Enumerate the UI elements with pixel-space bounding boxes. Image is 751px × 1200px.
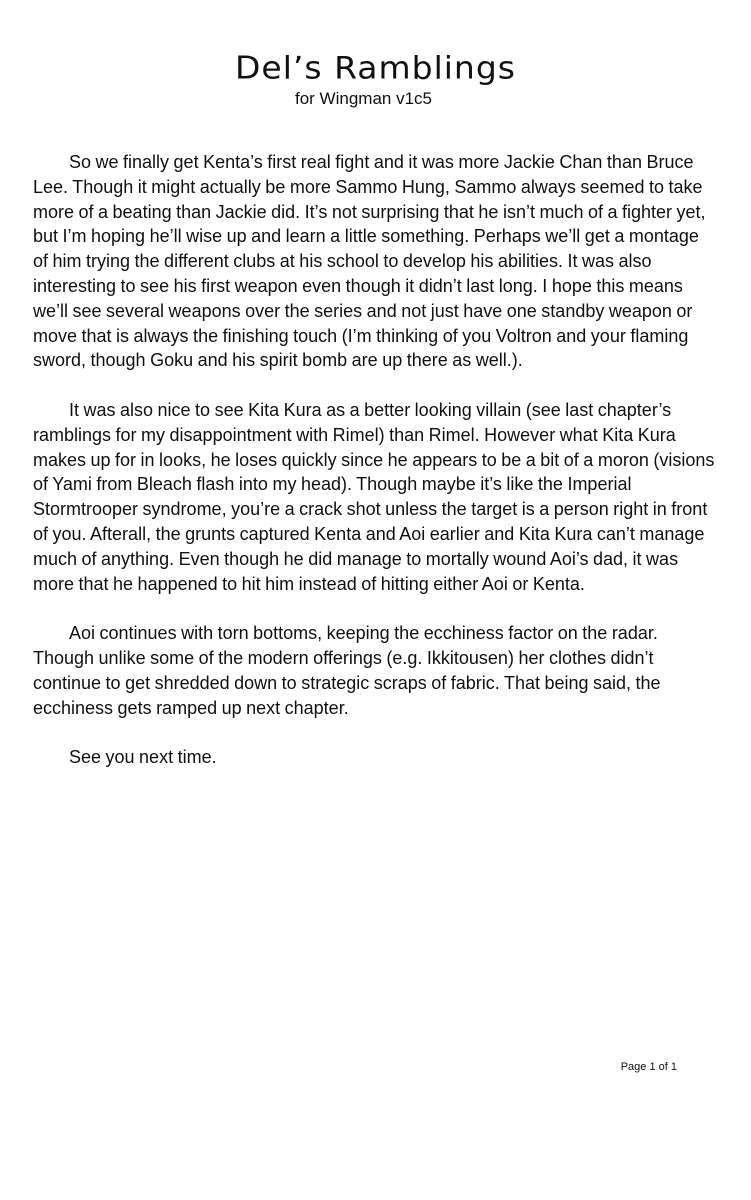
document-title: Del’s Ramblings	[235, 48, 516, 87]
paragraph: Aoi continues with torn bottoms, keeping the ecchiness factor on the radar. Though unlike some of the modern offerings (e.g. Ikkitousen) her clothes didn’t continue to get shredded down to strategic scraps of fabric. That being said, the ecchiness gets ramped up next chapter.	[33, 623, 661, 718]
paragraph: See you next time.	[69, 747, 217, 768]
document-subtitle: for Wingman v1c5	[295, 89, 432, 108]
paragraph: So we finally get Kenta’s first real fight and it was more Jackie Chan than Bruce Lee. Though it might actually be more Sammo Hung, Sammo always seemed to take more of a beating than Jackie did. It’s not surprising that he isn’t much of a fighter yet, but I’m hoping he’ll wise up and learn a little something. Perhaps we’ll get a montage of him trying the different clubs at his school to develop his abilities. It was also interesting to see his first weapon even though it didn’t last long. I hope this means we’ll see several weapons over the series and not just have one standby weapon or move that is always the finishing touch (I’m thinking of you Voltron and your flaming sword, though Goku and his spirit bomb are up there as well.).	[33, 152, 706, 371]
page-number: Page 1 of 1	[620, 1061, 677, 1073]
document-body	[33, 150, 715, 795]
paragraph: It was also nice to see Kita Kura as a better looking villain (see last chapter’s ramblings for my disappointment with Rimel) than Rimel. However what Kita Kura makes up for in looks, he loses quickly since he appears to be a bit of a moron (visions of Yami from Bleach flash into my head). Though maybe it’s like the Imperial Stormtrooper syndrome, you’re a crack shot unless the target is a person right in front of you. Afterall, the grunts captured Kenta and Aoi earlier and Kita Kura can’t manage much of anything. Even though he did manage to mortally wound Aoi’s dad, it was more that he happened to hit him instead of hitting either Aoi or Kenta.	[33, 399, 715, 594]
